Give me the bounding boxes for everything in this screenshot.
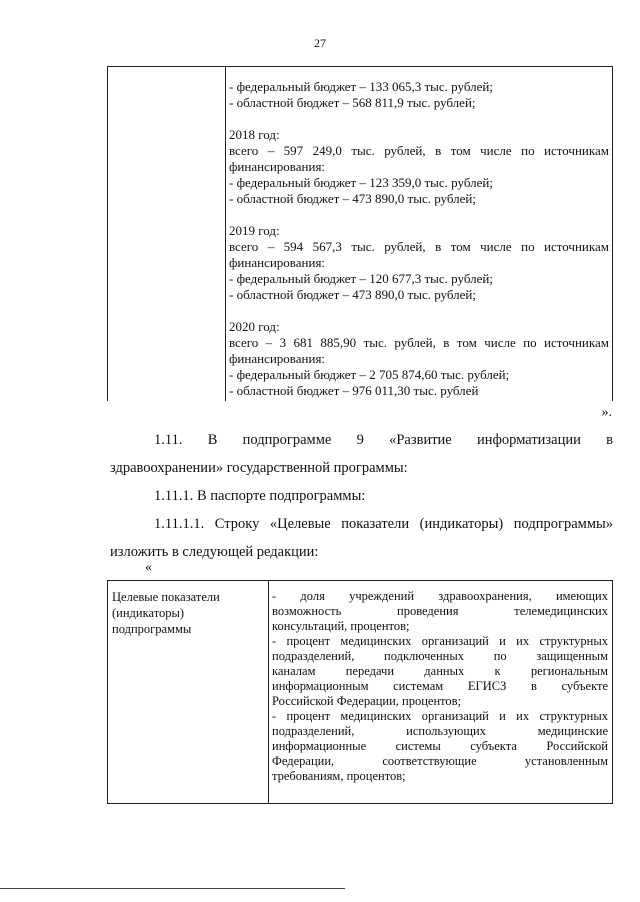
indicator-line: информационные системы субъекта Российской: [272, 739, 608, 753]
budget-line: - федеральный бюджет – 120 677,3 тыс. рублей;: [229, 271, 493, 286]
indicator-line: подразделений, использующих медицинские: [272, 724, 608, 738]
budget-line: всего – 597 249,0 тыс. рублей, в том числе по источникам: [229, 143, 609, 158]
indicators-label-line: (индикаторы): [112, 606, 185, 620]
budget-line: - областной бюджет – 473 890,0 тыс. рублей;: [229, 287, 476, 302]
indicators-label-line: подпрограммы: [112, 622, 192, 636]
indicator-line: Российской Федерации, процентов;: [272, 694, 462, 708]
budget-line: - федеральный бюджет – 123 359,0 тыс. рублей;: [229, 175, 493, 190]
table-column-divider: [225, 67, 226, 401]
budget-line: - областной бюджет – 568 811,9 тыс. рублей;: [229, 95, 476, 110]
indicator-line: - процент медицинских организаций и их структурных: [272, 634, 608, 648]
year-heading: 2020 год:: [229, 319, 280, 334]
table-column-divider: [268, 581, 269, 803]
indicator-line: каналам передачи данных к региональным: [272, 664, 608, 678]
budget-line: всего – 3 681 885,90 тыс. рублей, в том числе по источникам: [229, 335, 609, 350]
indicator-line: информационным системам ЕГИСЗ в субъекте: [272, 679, 608, 693]
budget-line: финансирования:: [229, 351, 326, 366]
indicators-value-cell: [272, 589, 608, 784]
opening-quote: «: [145, 560, 152, 575]
paragraph-1-11-1-1-continuation: изложить в следующей редакции:: [110, 544, 319, 560]
budget-line: - областной бюджет – 473 890,0 тыс. рублей;: [229, 191, 476, 206]
indicator-line: возможность проведения телемедицинских: [272, 604, 608, 618]
indicators-label-line: Целевые показатели: [112, 590, 220, 604]
paragraph-1-11: 1.11. В подпрограмме 9 «Развитие информатизации в: [154, 432, 613, 448]
footer-rule: [0, 888, 345, 889]
indicator-line: подразделений, подключенных по защищенным: [272, 649, 608, 663]
indicator-line: - процент медицинских организаций и их структурных: [272, 709, 608, 723]
budget-line: всего – 594 567,3 тыс. рублей, в том числе по источникам: [229, 239, 609, 254]
paragraph-1-11-continuation: здравоохранении» государственной программы:: [110, 460, 408, 476]
budget-line: - областной бюджет – 976 011,30 тыс. рублей: [229, 383, 479, 398]
indicator-line: Федерации, соответствующие установленным: [272, 754, 608, 768]
budget-line: - федеральный бюджет – 133 065,3 тыс. рублей;: [229, 79, 493, 94]
indicator-line: - доля учреждений здравоохранения, имеющих: [272, 589, 608, 603]
year-heading: 2018 год:: [229, 127, 280, 142]
indicator-line: требованиям, процентов;: [272, 769, 406, 783]
indicator-line: консультаций, процентов;: [272, 619, 410, 633]
indicators-table: [107, 580, 613, 804]
budget-line: - федеральный бюджет – 2 705 874,60 тыс. рублей;: [229, 367, 510, 382]
year-heading: 2019 год:: [229, 223, 280, 238]
indicators-label-cell: [112, 589, 262, 637]
budget-table-cell: [229, 79, 609, 399]
budget-table: [107, 66, 613, 401]
budget-line: финансирования:: [229, 159, 326, 174]
paragraph-1-11-1: 1.11.1. В паспорте подпрограммы:: [154, 488, 366, 504]
paragraph-1-11-1-1: 1.11.1.1. Строку «Целевые показатели (индикаторы) подпрограммы»: [154, 516, 613, 532]
page-number: 27: [314, 36, 326, 50]
budget-line: финансирования:: [229, 255, 326, 270]
closing-quote: ».: [601, 405, 612, 420]
